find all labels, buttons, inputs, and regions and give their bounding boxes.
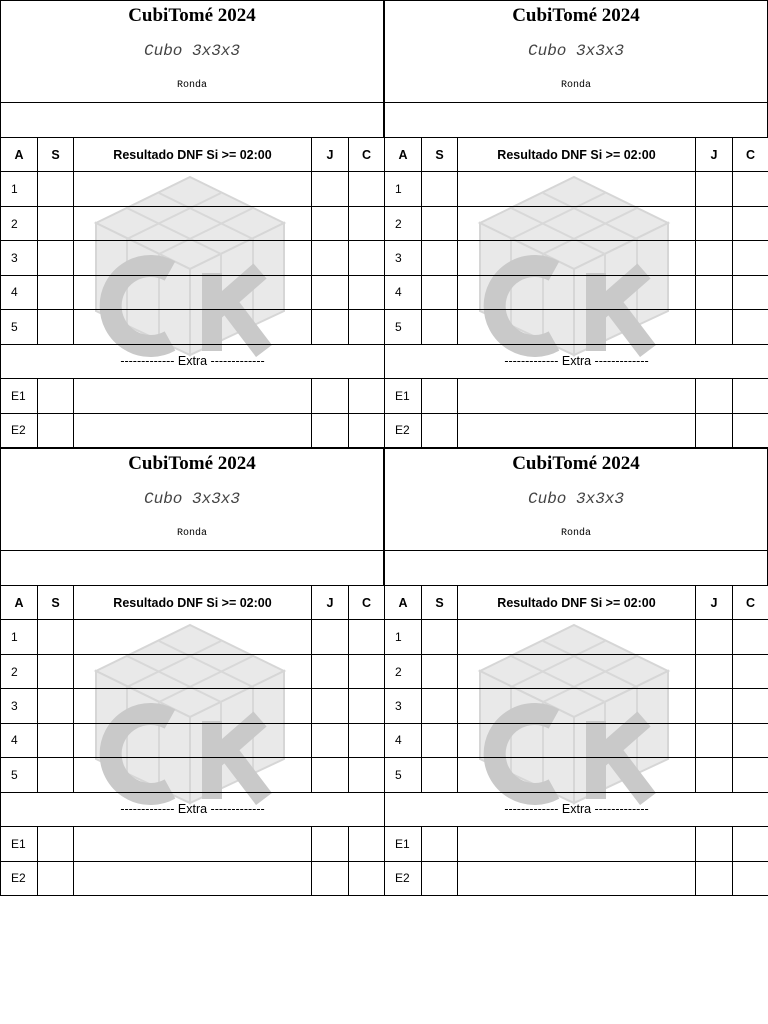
judge-cell[interactable]: [312, 861, 349, 896]
scrambler-cell[interactable]: [38, 172, 74, 206]
attempt-number: 5: [385, 758, 422, 792]
attempt-number: 3: [1, 689, 38, 723]
competitor-cell[interactable]: [733, 241, 768, 275]
result-cell[interactable]: [458, 379, 696, 413]
round-label: Ronda: [176, 528, 207, 539]
column-header: J: [312, 586, 349, 620]
judge-cell[interactable]: [696, 861, 733, 896]
result-cell[interactable]: [458, 827, 696, 861]
extra-row: [385, 413, 768, 448]
result-cell[interactable]: [458, 172, 696, 206]
column-header: Resultado DNF Si >= 02:00: [458, 138, 696, 172]
column-header: Resultado DNF Si >= 02:00: [74, 138, 312, 172]
attempt-row: [385, 206, 768, 240]
extra-row: [1, 861, 385, 896]
attempt-number: 4: [385, 723, 422, 757]
attempt-row: [385, 310, 768, 344]
extra-row: [385, 379, 768, 413]
judge-cell[interactable]: [312, 689, 349, 723]
extra-number: E1: [385, 379, 422, 413]
column-header: A: [1, 586, 38, 620]
competitor-cell[interactable]: [349, 689, 385, 723]
competitor-cell[interactable]: [733, 413, 768, 448]
scorecard-header: [384, 448, 768, 551]
attempt-number: 1: [1, 620, 38, 654]
competitor-cell[interactable]: [733, 654, 768, 688]
scrambler-cell[interactable]: [38, 241, 74, 275]
scrambler-cell[interactable]: [38, 275, 74, 309]
column-header: S: [422, 138, 458, 172]
column-header: Resultado DNF Si >= 02:00: [458, 586, 696, 620]
attempt-number: 3: [385, 689, 422, 723]
scrambler-cell[interactable]: [422, 206, 458, 240]
extra-number: E1: [385, 827, 422, 861]
result-cell[interactable]: [458, 620, 696, 654]
competitor-cell[interactable]: [349, 723, 385, 757]
competition-title: CubiTomé 2024: [128, 5, 256, 26]
competitor-cell[interactable]: [733, 861, 768, 896]
result-cell[interactable]: [74, 620, 312, 654]
scrambler-cell[interactable]: [38, 413, 74, 448]
extra-divider-row: [385, 344, 768, 378]
attempt-row: [1, 723, 385, 757]
event-name: Cubo 3x3x3: [527, 490, 624, 508]
extra-divider-row: [1, 792, 385, 826]
scrambler-cell[interactable]: [38, 689, 74, 723]
extra-number: E2: [385, 413, 422, 448]
extra-row: [385, 827, 768, 861]
attempt-row: [385, 689, 768, 723]
attempt-number: 5: [1, 758, 38, 792]
extra-number: E2: [385, 861, 422, 896]
judge-cell[interactable]: [696, 620, 733, 654]
competitor-cell[interactable]: [349, 241, 385, 275]
extra-label: ------------- Extra -------------: [1, 344, 385, 378]
scorecard: [0, 448, 384, 896]
column-header: Resultado DNF Si >= 02:00: [74, 586, 312, 620]
attempt-row: [1, 241, 385, 275]
scrambler-cell[interactable]: [38, 379, 74, 413]
extra-divider-row: [385, 792, 768, 826]
column-header: C: [733, 586, 768, 620]
attempt-row: [1, 620, 385, 654]
scrambler-cell[interactable]: [422, 758, 458, 792]
attempt-row: [1, 206, 385, 240]
competitor-cell[interactable]: [733, 310, 768, 344]
scorecard-header: [384, 0, 768, 103]
competitor-cell[interactable]: [733, 723, 768, 757]
scorecard: [384, 448, 768, 896]
result-cell[interactable]: [74, 310, 312, 344]
judge-cell[interactable]: [312, 310, 349, 344]
attempt-number: 2: [385, 206, 422, 240]
judge-cell[interactable]: [696, 379, 733, 413]
scrambler-cell[interactable]: [422, 379, 458, 413]
competitor-name-field[interactable]: [384, 102, 768, 138]
attempt-number: 1: [385, 172, 422, 206]
judge-cell[interactable]: [312, 758, 349, 792]
competitor-cell[interactable]: [349, 206, 385, 240]
competitor-cell[interactable]: [733, 758, 768, 792]
scrambler-cell[interactable]: [422, 723, 458, 757]
attempt-row: [385, 172, 768, 206]
result-cell[interactable]: [458, 689, 696, 723]
attempt-number: 3: [1, 241, 38, 275]
scorecard: [0, 0, 384, 448]
extra-number: E2: [1, 413, 38, 448]
attempts-table: [0, 585, 385, 896]
scrambler-cell[interactable]: [422, 310, 458, 344]
attempts-table: [384, 137, 768, 448]
attempt-number: 5: [1, 310, 38, 344]
round-label: Ronda: [560, 80, 591, 91]
attempt-number: 4: [385, 275, 422, 309]
extra-row: [385, 861, 768, 896]
scorecard-header: [0, 0, 384, 103]
competition-title: CubiTomé 2024: [512, 453, 640, 474]
result-cell[interactable]: [74, 861, 312, 896]
attempt-number: 1: [385, 620, 422, 654]
attempt-row: [1, 758, 385, 792]
attempts-table: [0, 137, 385, 448]
column-header: C: [733, 138, 768, 172]
scrambler-cell[interactable]: [38, 654, 74, 688]
event-name: Cubo 3x3x3: [143, 490, 240, 508]
judge-cell[interactable]: [312, 275, 349, 309]
judge-cell[interactable]: [312, 654, 349, 688]
scrambler-cell[interactable]: [422, 241, 458, 275]
extra-label: ------------- Extra -------------: [1, 792, 385, 826]
column-header: A: [385, 586, 422, 620]
scrambler-cell[interactable]: [38, 206, 74, 240]
judge-cell[interactable]: [696, 172, 733, 206]
judge-cell[interactable]: [696, 310, 733, 344]
competitor-cell[interactable]: [349, 172, 385, 206]
judge-cell[interactable]: [312, 827, 349, 861]
result-cell[interactable]: [74, 689, 312, 723]
attempt-row: [1, 172, 385, 206]
competitor-cell[interactable]: [349, 758, 385, 792]
judge-cell[interactable]: [312, 379, 349, 413]
competitor-cell[interactable]: [349, 620, 385, 654]
scrambler-cell[interactable]: [422, 827, 458, 861]
attempt-row: [385, 275, 768, 309]
attempt-row: [1, 654, 385, 688]
result-cell[interactable]: [458, 654, 696, 688]
attempt-row: [385, 723, 768, 757]
competitor-cell[interactable]: [733, 172, 768, 206]
attempt-number: 1: [1, 172, 38, 206]
result-cell[interactable]: [74, 172, 312, 206]
result-cell[interactable]: [458, 413, 696, 448]
column-header: S: [38, 586, 74, 620]
judge-cell[interactable]: [312, 620, 349, 654]
column-header: S: [38, 138, 74, 172]
result-cell[interactable]: [74, 379, 312, 413]
scrambler-cell[interactable]: [422, 620, 458, 654]
attempt-row: [1, 275, 385, 309]
scrambler-cell[interactable]: [38, 827, 74, 861]
competitor-cell[interactable]: [349, 861, 385, 896]
attempt-row: [1, 689, 385, 723]
round-label: Ronda: [176, 80, 207, 91]
competition-title: CubiTomé 2024: [512, 5, 640, 26]
competitor-cell[interactable]: [733, 379, 768, 413]
extra-number: E1: [1, 379, 38, 413]
attempt-number: 2: [1, 654, 38, 688]
scrambler-cell[interactable]: [422, 413, 458, 448]
judge-cell[interactable]: [696, 758, 733, 792]
attempt-number: 2: [385, 654, 422, 688]
result-cell[interactable]: [458, 206, 696, 240]
result-cell[interactable]: [458, 275, 696, 309]
scrambler-cell[interactable]: [38, 758, 74, 792]
judge-cell[interactable]: [312, 723, 349, 757]
attempt-number: 4: [1, 275, 38, 309]
result-cell[interactable]: [74, 275, 312, 309]
result-cell[interactable]: [74, 758, 312, 792]
judge-cell[interactable]: [696, 689, 733, 723]
result-cell[interactable]: [74, 827, 312, 861]
extra-label: ------------- Extra -------------: [385, 344, 768, 378]
result-cell[interactable]: [458, 758, 696, 792]
attempt-row: [385, 241, 768, 275]
judge-cell[interactable]: [312, 241, 349, 275]
judge-cell[interactable]: [312, 206, 349, 240]
judge-cell[interactable]: [696, 827, 733, 861]
column-header: J: [696, 138, 733, 172]
result-cell[interactable]: [458, 310, 696, 344]
competitor-cell[interactable]: [349, 413, 385, 448]
column-header: S: [422, 586, 458, 620]
attempts-table: [384, 585, 768, 896]
scrambler-cell[interactable]: [422, 275, 458, 309]
competitor-name-field[interactable]: [384, 550, 768, 586]
competitor-name-field[interactable]: [0, 550, 384, 586]
table-header-row: [385, 138, 768, 172]
result-cell[interactable]: [74, 654, 312, 688]
attempt-row: [385, 620, 768, 654]
column-header: C: [349, 138, 385, 172]
table-header-row: [1, 586, 385, 620]
judge-cell[interactable]: [696, 241, 733, 275]
event-name: Cubo 3x3x3: [527, 42, 624, 60]
column-header: A: [1, 138, 38, 172]
judge-cell[interactable]: [696, 206, 733, 240]
table-header-row: [1, 138, 385, 172]
competitor-cell[interactable]: [349, 379, 385, 413]
competitor-name-field[interactable]: [0, 102, 384, 138]
column-header: A: [385, 138, 422, 172]
competitor-cell[interactable]: [349, 654, 385, 688]
attempt-row: [385, 758, 768, 792]
result-cell[interactable]: [74, 241, 312, 275]
attempt-row: [385, 654, 768, 688]
judge-cell[interactable]: [696, 275, 733, 309]
round-label: Ronda: [560, 528, 591, 539]
scorecard: [384, 0, 768, 448]
judge-cell[interactable]: [312, 172, 349, 206]
result-cell[interactable]: [458, 861, 696, 896]
result-cell[interactable]: [74, 723, 312, 757]
judge-cell[interactable]: [696, 654, 733, 688]
scrambler-cell[interactable]: [422, 654, 458, 688]
scorecard-header: [0, 448, 384, 551]
attempt-row: [1, 310, 385, 344]
column-header: J: [696, 586, 733, 620]
extra-number: E2: [1, 861, 38, 896]
column-header: C: [349, 586, 385, 620]
attempt-number: 2: [1, 206, 38, 240]
column-header: J: [312, 138, 349, 172]
result-cell[interactable]: [74, 413, 312, 448]
scrambler-cell[interactable]: [422, 172, 458, 206]
result-cell[interactable]: [458, 241, 696, 275]
scrambler-cell[interactable]: [38, 620, 74, 654]
event-name: Cubo 3x3x3: [143, 42, 240, 60]
extra-row: [1, 827, 385, 861]
scrambler-cell[interactable]: [422, 861, 458, 896]
judge-cell[interactable]: [696, 413, 733, 448]
competitor-cell[interactable]: [733, 206, 768, 240]
scrambler-cell[interactable]: [38, 861, 74, 896]
attempt-number: 3: [385, 241, 422, 275]
competitor-cell[interactable]: [349, 275, 385, 309]
extra-label: ------------- Extra -------------: [385, 792, 768, 826]
extra-divider-row: [1, 344, 385, 378]
scrambler-cell[interactable]: [38, 310, 74, 344]
extra-number: E1: [1, 827, 38, 861]
competition-title: CubiTomé 2024: [128, 453, 256, 474]
competitor-cell[interactable]: [733, 275, 768, 309]
table-header-row: [385, 586, 768, 620]
competitor-cell[interactable]: [349, 827, 385, 861]
competitor-cell[interactable]: [349, 310, 385, 344]
competitor-cell[interactable]: [733, 620, 768, 654]
competitor-cell[interactable]: [733, 827, 768, 861]
scrambler-cell[interactable]: [38, 723, 74, 757]
judge-cell[interactable]: [312, 413, 349, 448]
result-cell[interactable]: [458, 723, 696, 757]
result-cell[interactable]: [74, 206, 312, 240]
competitor-cell[interactable]: [733, 689, 768, 723]
attempt-number: 4: [1, 723, 38, 757]
attempt-number: 5: [385, 310, 422, 344]
extra-row: [1, 413, 385, 448]
extra-row: [1, 379, 385, 413]
judge-cell[interactable]: [696, 723, 733, 757]
scrambler-cell[interactable]: [422, 689, 458, 723]
